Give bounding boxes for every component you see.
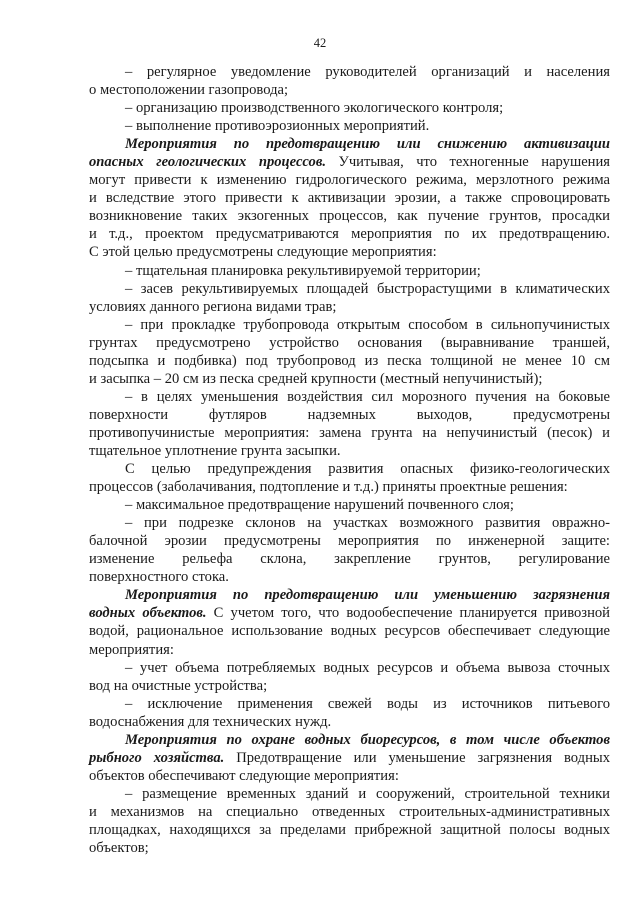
text-line [89,99,610,117]
body-text: мероприятия: [89,641,174,658]
body-text: противопучинистые мероприятия: замена грунта на непучинистый (песок) и [89,424,610,441]
body-text: и т.д., проектом предусматриваются мероприятия по их предотвращению. [89,226,610,243]
body-text: С учетом того, что водообеспечение планируется привозной [206,605,610,622]
body-text: – размещение временных зданий и сооружений, строительной техники [125,785,610,802]
text-line [89,695,610,713]
body-text: балочной эрозии предусмотрены мероприятия по инженерной защите: [89,533,610,550]
section-heading-text: рыбного хозяйства. [89,749,225,766]
section-heading-text: Мероприятия по предотвращению или снижению активизации [125,136,610,153]
text-line [89,298,610,316]
text-line [89,514,610,532]
text-line [89,677,610,695]
body-text: условиях данного региона видами трав; [89,298,337,315]
body-text: – в целях уменьшения воздействия сил морозного пучения на боковые [125,388,610,405]
text-line [89,280,610,298]
body-text: – засев рекультивируемых площадей быстрорастущими в климатических [125,280,610,297]
section-heading-text: опасных геологических процессов. [89,154,327,171]
text-line [89,424,610,442]
body-text: о местоположении газопровода; [89,82,289,99]
body-text: и засыпка – 20 см из песка средней крупности (местный непучинистый); [89,370,543,387]
text-line [89,352,610,370]
text-line [89,81,610,99]
text-line [89,604,610,622]
body-text: водой, рациональное использование водных ресурсов обеспечивает следующие [89,623,610,640]
text-line [89,532,610,550]
text-line [89,316,610,334]
text-line [89,659,610,677]
text-line [89,568,610,586]
body-text: площадках, находящихся за пределами прибрежной защитной полосы водных [89,821,610,838]
text-line [89,334,610,352]
text-line [89,406,610,424]
body-text: и механизмов на специально отведенных строительных-административных [89,803,610,820]
text-line [89,370,610,388]
text-line [89,117,610,135]
text-line [89,496,610,514]
text-line [89,135,610,153]
text-line [89,767,610,785]
text-line [89,586,610,604]
text-line [89,243,610,261]
text-line [89,171,610,189]
text-line [89,550,610,568]
text-line [89,189,610,207]
text-line [89,207,610,225]
body-text: объектов обеспечивают следующие мероприятия: [89,767,399,784]
page-number: 42 [313,36,327,50]
text-line [89,442,610,460]
body-text: С этой целью предусмотрены следующие мероприятия: [89,244,437,261]
text-line [89,731,610,749]
body-text: поверхностного стока. [89,569,229,586]
body-text: могут привести к изменению гидрологического режима, мерзлотного режима [89,172,610,189]
body-text: подсыпка и подбивка) под трубопровод из песка толщиной не менее 10 см [89,352,610,369]
body-text: – регулярное уведомление руководителей организаций и населения [125,64,610,80]
text-line [89,622,610,640]
section-heading-text: Мероприятия по охране водных биоресурсов, в том числе объектов [125,731,610,748]
text-line [89,225,610,243]
text-line [89,460,610,478]
body-text: процессов (заболачивания, подтопление и т.д.) приняты проектные решения: [89,479,568,496]
body-text: – исключение применения свежей воды из источников питьевого [125,695,610,712]
body-text: – при подрезке склонов на участках возможного развития овражно- [125,515,610,532]
section-heading-text: водных объектов. [89,605,207,622]
text-line [89,153,610,171]
body-text: объектов; [89,840,149,857]
text-line [89,713,610,731]
body-text: грунтах предусмотрено устройство основания (выравнивание траншей, [89,334,610,351]
document-body-text [89,63,610,857]
text-line [89,641,610,659]
body-text: вод на очистные устройства; [89,677,268,694]
body-text: водоснабжения для технических нужд. [89,713,332,730]
text-line [89,262,610,280]
body-text: тщательное уплотнение грунта засыпки. [89,442,341,459]
body-text: – учет объема потребляемых водных ресурсов и объема вывоза сточных [125,659,610,676]
body-text: Предотвращение или уменьшение загрязнения водных [224,749,611,766]
body-text: – организацию производственного экологического контроля; [125,100,504,117]
body-text: поверхности футляров надземных выходов, предусмотрены [89,406,610,423]
text-line [89,839,610,857]
body-text: – тщательная планировка рекультивируемой территории; [125,262,481,279]
body-text: Учитывая, что техногенные нарушения [326,154,611,171]
body-text: возникновение таких экзогенных процессов, как пучение грунтов, просадки [89,208,610,225]
body-text: – максимальное предотвращение нарушений почвенного слоя; [125,497,514,514]
text-line [89,388,610,406]
text-line [89,478,610,496]
body-text: С целью предупреждения развития опасных физико-геологических [125,461,610,478]
text-line [89,821,610,839]
body-text: – выполнение противоэрозионных мероприятий. [125,118,430,135]
text-line [89,63,610,81]
text-line [89,803,610,821]
body-text: – при прокладке трубопровода открытым способом в сильнопучинистых [125,316,610,333]
body-text: и вследствие этого привести к активизации эрозии, а также спровоцировать [89,190,610,207]
body-text: изменение рельефа склона, закрепление грунтов, регулирование [89,551,610,568]
text-line [89,785,610,803]
text-line [89,749,610,767]
section-heading-text: Мероприятия по предотвращению или уменьшению загрязнения [125,587,610,604]
